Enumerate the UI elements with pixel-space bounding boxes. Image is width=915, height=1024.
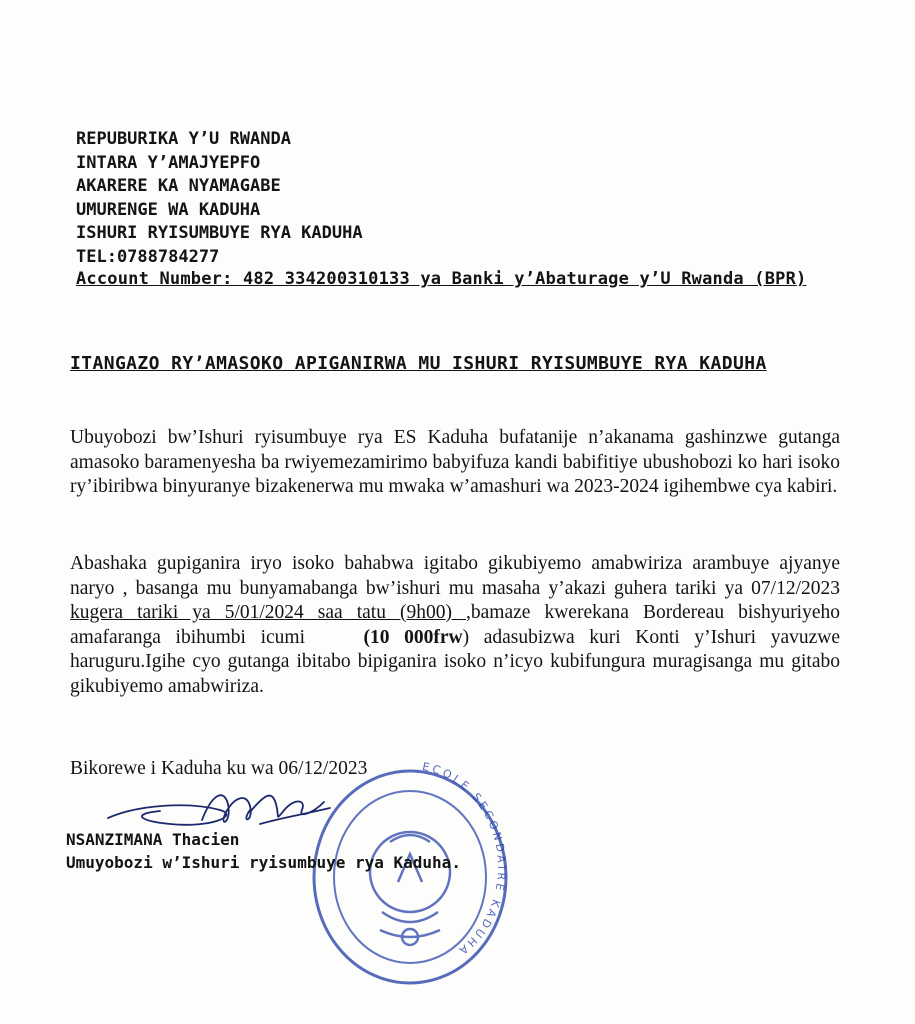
deadline-text: kugera tariki ya 5/01/2024 saa tatu (9h00) [70, 602, 467, 623]
signatory-role: Umuyobozi w’Ishuri ryisumbuye rya Kaduha. [66, 853, 461, 872]
letterhead-line: INTARA Y’AMAJYEPFO [76, 152, 261, 173]
paragraph-details-text: ,bamaze kwerekana Bordereau bishyuriyeho amafaranga ibihumbi icumi [70, 602, 841, 648]
paragraph-details-text: Abashaka gupiganira iryo isoko bahabwa igitabo gikubiyemo amabwiriza arambuye ajyanye naryo , basanga mu bunyamabanga bw’ishuri mu masaha y’akazi guhera tariki ya 07/12/2023 [70, 553, 840, 599]
signatory-block [66, 828, 461, 874]
paragraph-details-text: ) adasubizwa kuri Konti y’Ishuri yavuzwe haruguru.Igihe cyo gutanga ibitabo bipiganira isoko n’icyo kubifungura muragisanga mu gitabo gikubiyemo amabwiriza. [70, 626, 840, 697]
date-line: Bikorewe i Kaduha ku wa 06/12/2023 [70, 758, 368, 779]
fee-amount: (10 000frw [363, 626, 463, 648]
letterhead-line: REPUBURIKA Y’U RWANDA [76, 129, 291, 149]
school-stamp [310, 762, 510, 992]
stamp-ring-text: ECOLE SECONDAIRE KADUHA [421, 762, 509, 959]
signatory-name: NSANZIMANA Thacien [66, 830, 240, 849]
paragraph-details [70, 552, 840, 699]
letterhead-line: UMURENGE WA KADUHA [76, 199, 261, 220]
letterhead-line: ISHURI RYISUMBUYE RYA KADUHA [76, 223, 363, 243]
letterhead-phone: TEL:0788784277 [76, 246, 220, 267]
paragraph-intro: Ubuyobozi bw’Ishuri ryisumbuye rya ES Kaduha bufatanije n’akanama gashinzwe gutanga amasoko baramenyesha ba rwiyemezamirimo babyifuza kandi babifitiye ubushobozi ko hari isoko ry’ibiribwa binyuranye bizakenerwa mu mwaka w’amashuri wa 2023-2024 igihembwe cya kabiri. [70, 427, 840, 497]
letterhead [76, 128, 846, 290]
account-number: Account Number: 482 334200310133 ya Banki y’Abaturage y’U Rwanda (BPR) [76, 269, 807, 289]
letterhead-line: AKARERE KA NYAMAGABE [76, 176, 281, 196]
notice-title: ITANGAZO RY’AMASOKO APIGANIRWA MU ISHURI RYISUMBUYE RYA KADUHA [70, 353, 767, 374]
